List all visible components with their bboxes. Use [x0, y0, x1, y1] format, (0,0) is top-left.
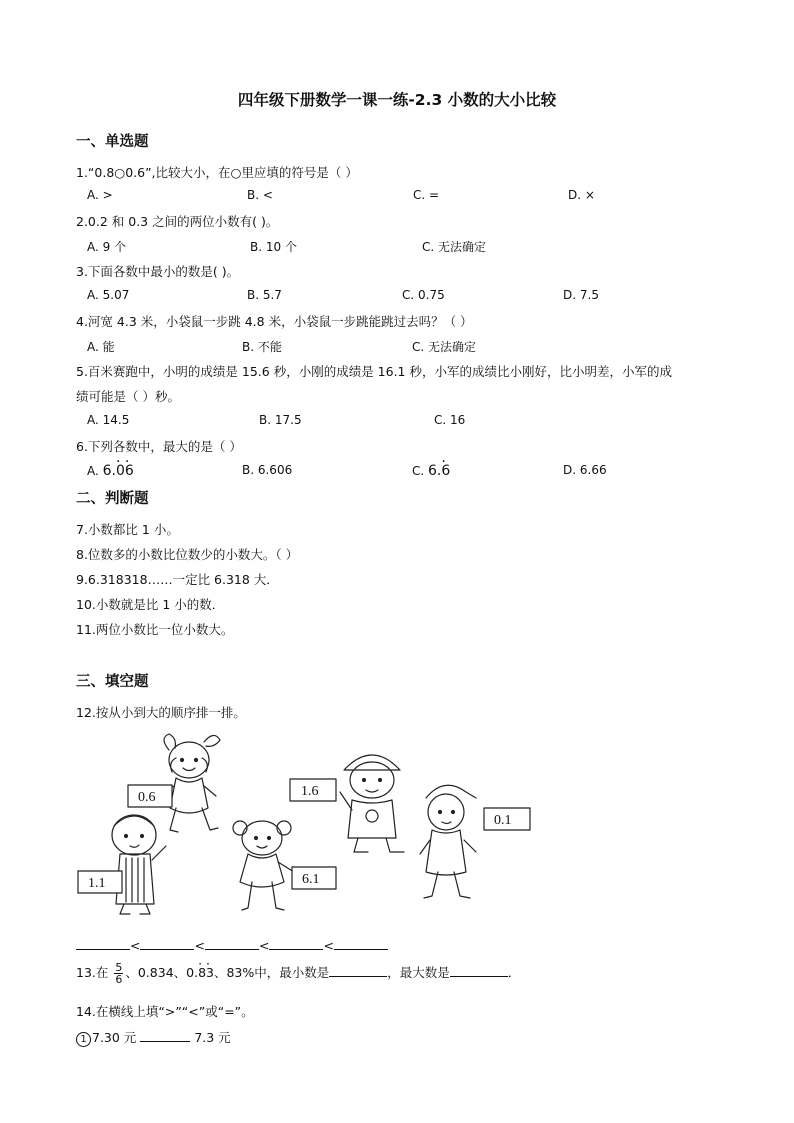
circled-number-one: 1 [76, 1032, 91, 1047]
question-9: 9.6.318318……一定比 6.318 大． [76, 572, 279, 587]
q4-option-a: A. 能 [87, 340, 115, 354]
page-title: 四年级下册数学一课一练-2.3 小数的大小比较 [237, 91, 557, 109]
ordering-blank-1[interactable] [76, 937, 130, 950]
card-value-0-1: 0.1 [494, 813, 512, 828]
question-10: 10.小数就是比 1 小的数． [76, 597, 225, 612]
q1-option-a: A. > [87, 188, 113, 202]
question-5-line-2: 绩可能是（ ）秒。 [76, 389, 180, 404]
q4-option-b: B. 不能 [242, 340, 282, 354]
boy-with-hat-figure [340, 755, 404, 852]
q2-option-c: C. 无法确定 [422, 240, 487, 254]
compare-blank-1[interactable] [140, 1029, 190, 1042]
section-heading-true-false: 二、判断题 [76, 491, 149, 507]
question-5-line-1: 5.百米赛跑中，小明的成绩是 15.6 秒，小刚的成绩是 16.1 秒，小军的成绩比小刚好，比小明差，小军的成 [76, 364, 672, 379]
section-heading-single-choice: 一、单选题 [76, 134, 149, 150]
ordering-blanks: < < < < [76, 937, 388, 953]
fraction-five-sixths: $\frac{5}{6}$ [115, 961, 123, 986]
q1-option-c: C. = [413, 188, 440, 202]
card-value-0-6: 0.6 [138, 790, 156, 805]
boy-striped-overalls-figure [112, 815, 166, 914]
question-1: 1.“0.8○0.6”,比较大小，在○里应填的符号是（ ） [76, 165, 358, 180]
girl-with-bows-figure [160, 734, 220, 832]
q6-option-b: B. 6.606 [242, 463, 293, 477]
largest-number-blank[interactable] [450, 964, 508, 977]
q6-option-c: C. 6.· 6 [412, 463, 450, 479]
q5-option-b: B. 17.5 [259, 413, 302, 427]
card-value-6-1: 6.1 [302, 872, 320, 887]
question-7: 7.小数都比 1 小。 [76, 522, 179, 537]
kids-number-cards-illustration [76, 730, 546, 930]
ordering-blank-5[interactable] [334, 937, 388, 950]
question-12: 12.按从小到大的顺序排一排。 [76, 705, 246, 720]
q6-option-a: A. 6.· 0· 6 [87, 463, 134, 479]
question-4: 4.河宽 4.3 米，小袋鼠一步跳 4.8 米，小袋鼠一步跳能跳过去吗？（ ） [76, 314, 473, 329]
q1-option-d: D. × [568, 188, 595, 202]
q3-option-d: D. 7.5 [563, 288, 599, 302]
q2-option-b: B. 10 个 [250, 240, 297, 254]
q4-option-c: C. 无法确定 [412, 340, 477, 354]
q3-option-c: C. 0.75 [402, 288, 445, 302]
ordering-blank-2[interactable] [140, 937, 194, 950]
q1-option-b: B. < [247, 188, 273, 202]
ordering-blank-4[interactable] [269, 937, 323, 950]
smallest-number-blank[interactable] [329, 964, 387, 977]
section-heading-fill-in: 三、填空题 [76, 674, 149, 690]
question-6: 6.下列各数中，最大的是（ ） [76, 439, 242, 454]
ordering-blank-3[interactable] [205, 937, 259, 950]
q3-option-b: B. 5.7 [247, 288, 282, 302]
q6-option-d: D. 6.66 [563, 463, 607, 477]
question-2: 2.0.2 和 0.3 之间的两位小数有( )。 [76, 214, 279, 229]
question-8: 8.位数多的小数比位数少的小数大。（ ） [76, 547, 299, 562]
boy-with-cap-figure [420, 785, 476, 898]
question-14-item-1: 1 7.30 元 7.3 元 [76, 1028, 231, 1047]
card-value-1-1: 1.1 [88, 876, 106, 891]
question-13: 13.在 $\frac{5}{6}$ 、0.834、0.· 8· 3、83%中，最小数是 ，最大数是 ． [76, 962, 520, 985]
question-14: 14.在横线上填“>”“<”或“=”。 [76, 1004, 254, 1019]
q2-option-a: A. 9 个 [87, 240, 127, 254]
card-value-1-6: 1.6 [301, 784, 319, 799]
q5-option-a: A. 14.5 [87, 413, 130, 427]
q5-option-c: C. 16 [434, 413, 466, 427]
question-11: 11.两位小数比一位小数大。 [76, 622, 234, 637]
q3-option-a: A. 5.07 [87, 288, 130, 302]
girl-center-figure [233, 821, 294, 910]
question-3: 3.下面各数中最小的数是( )。 [76, 264, 240, 279]
